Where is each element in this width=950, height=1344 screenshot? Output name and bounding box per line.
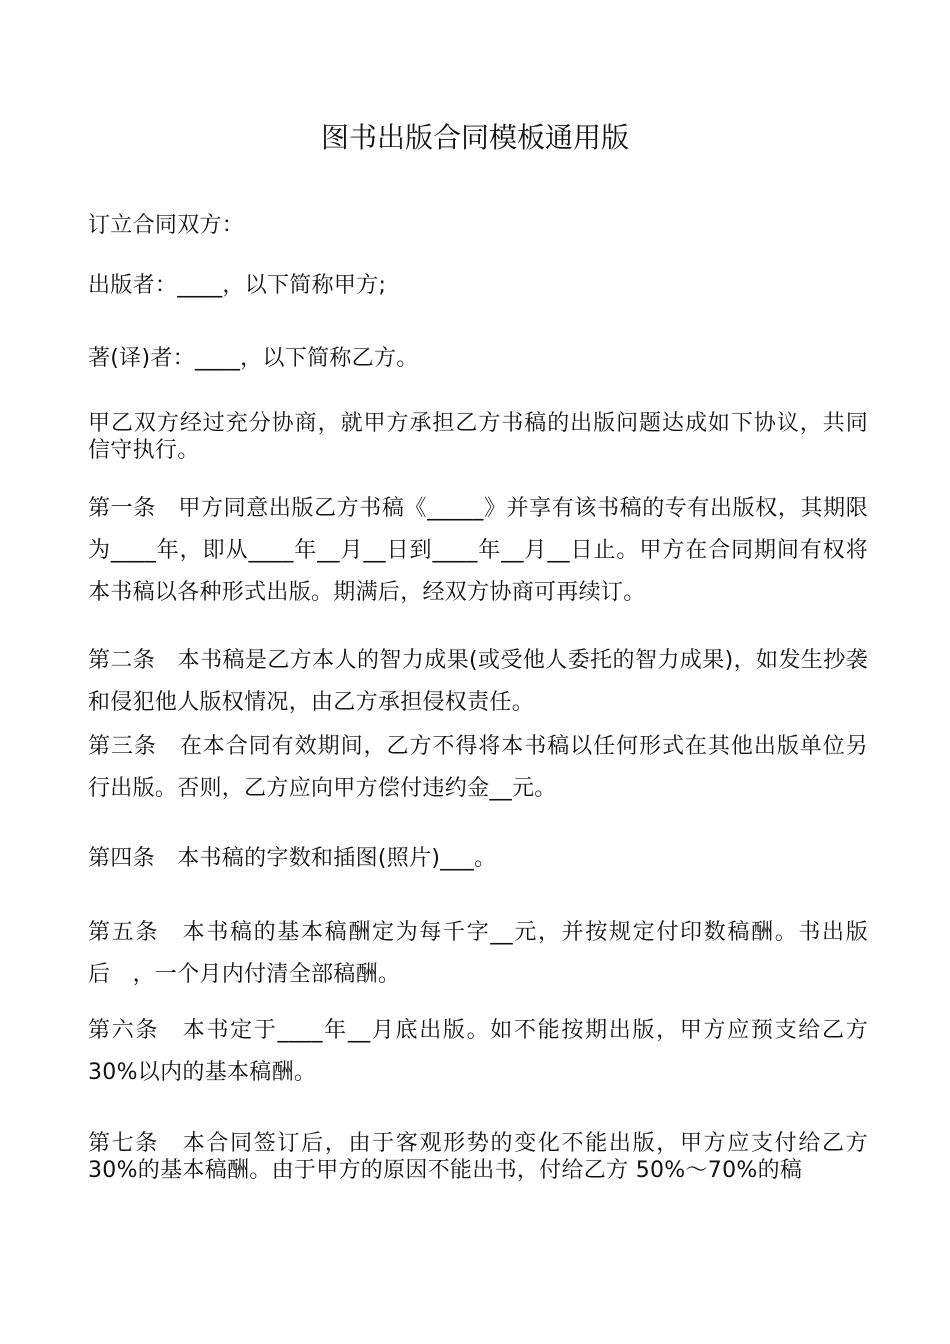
paragraph-article-1: 第一条 甲方同意出版乙方书稿《_____》并享有该书稿的专有出版权，其期限为____年，即从____年__月__日到____年__月__日止。甲方在合同期间有权将本书稿以各种形式出版。期满后，经双方协商可再续订。 — [88, 496, 868, 605]
paragraph-article-4: 第四条 本书稿的字数和插图(照片)___。 — [88, 846, 497, 871]
paragraph-article-2: 第二条 本书稿是乙方本人的智力成果(或受他人委托的智力成果)，如发生抄袭和侵犯他人版权情况，由乙方承担侵权责任。 — [88, 648, 868, 715]
paragraph-article-7: 第七条 本合同签订后，由于客观形势的变化不能出版，甲方应支付给乙方 30%的基本稿酬。由于甲方的原因不能出书，付给乙方 50%～70%的稿 — [88, 1131, 868, 1183]
paragraph-author: 著(译)者：____，以下简称乙方。 — [88, 346, 419, 371]
paragraph-parties-intro: 订立合同双方： — [88, 213, 245, 238]
paragraph-article-3: 第三条 在本合同有效期间，乙方不得将本书稿以任何形式在其他出版单位另行出版。否则，乙方应向甲方偿付违约金__元。 — [88, 734, 868, 801]
document-title: 图书出版合同模板通用版 — [320, 121, 629, 154]
paragraph-publisher: 出版者：____，以下简称甲方; — [88, 273, 387, 298]
paragraph-article-5: 第五条 本书稿的基本稿酬定为每千字__元，并按规定付印数稿酬。书出版后 ，一个月内付清全部稿酬。 — [88, 920, 868, 987]
paragraph-agreement-intro: 甲乙双方经过充分协商，就甲方承担乙方书稿的出版问题达成如下协议，共同信守执行。 — [88, 411, 868, 463]
paragraph-article-6: 第六条 本书定于____年__月底出版。如不能按期出版，甲方应预支给乙方 30%以内的基本稿酬。 — [88, 1018, 868, 1085]
